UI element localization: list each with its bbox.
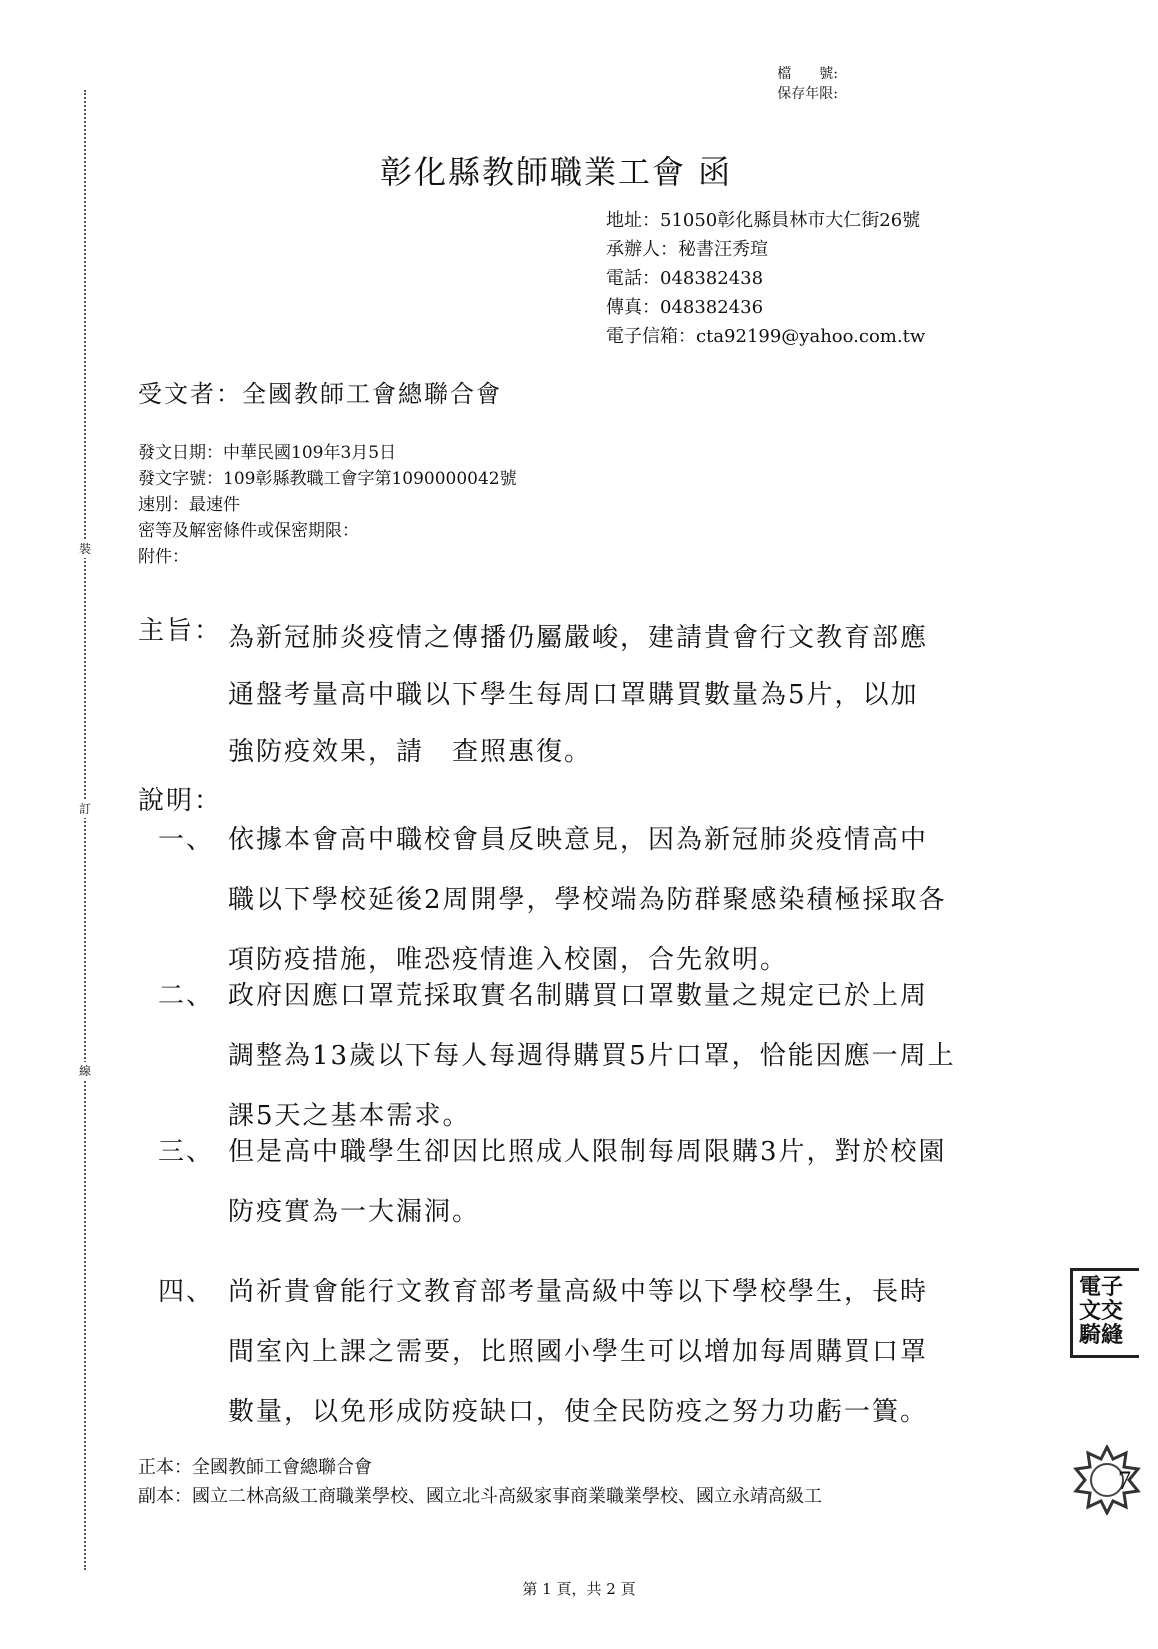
item-line: 項防疫措施，唯恐疫情進入校園，合先敘明。 [228, 945, 789, 975]
item-line: 數量，以免形成防疫缺口，使全民防疫之努力功虧一簣。 [228, 1397, 929, 1427]
document-number: 發文字號：109彰縣教職工會字第1090000042號 [138, 469, 517, 489]
file-number-label: 檔 號: [777, 66, 838, 82]
subject-text [228, 610, 928, 781]
document-meta [138, 440, 517, 570]
item-line: 調整為13歲以下每人每週得購買5片口罩，恰能因應一周上 [228, 1041, 956, 1071]
item-line: 間室內上課之需要，比照國小學生可以增加每周購買口罩 [228, 1337, 929, 1367]
stamp-line: 電子 [1079, 1274, 1124, 1300]
distribution-block [138, 1453, 822, 1511]
speed-level: 速別：最速件 [138, 495, 240, 515]
issue-date: 發文日期：中華民國109年3月5日 [138, 443, 397, 463]
contact-fax: 傳真：048382436 [606, 297, 764, 318]
seal-icon [1072, 1445, 1142, 1515]
item-number: 一、 [158, 825, 215, 855]
subject-label: 主旨： [138, 616, 223, 646]
original-recipient: 正本：全國教師工會總聯合會 [138, 1457, 372, 1478]
attachment: 附件： [138, 547, 189, 567]
copy-recipients: 副本：國立二林高級工商職業學校、國立北斗高級家事商業職業學校、國立永靖高級工 [138, 1486, 822, 1507]
secrecy-level: 密等及解密條件或保密期限： [138, 521, 359, 541]
subject-line: 通盤考量高中職以下學生每周口罩購買數量為5片，以加 [228, 680, 919, 710]
item-number: 三、 [158, 1137, 215, 1167]
item-line: 政府因應口罩荒採取實名制購買口罩數量之規定已於上周 [228, 981, 929, 1011]
binding-mark-ding: 訂 [78, 802, 91, 816]
contact-address: 地址：51050彰化縣員林市大仁街26號 [606, 210, 921, 231]
item-line: 但是高中職學生卻因比照成人限制每周限購3片，對於校園 [228, 1137, 947, 1167]
subject-line: 強防疫效果，請 查照惠復。 [228, 737, 593, 767]
contact-handler: 承辦人：秘書汪秀瑄 [606, 239, 768, 260]
item-number: 四、 [158, 1277, 215, 1307]
stamp-line: 文交 [1079, 1298, 1124, 1324]
contact-phone: 電話：048382438 [606, 268, 764, 289]
archive-info [777, 64, 838, 104]
binding-dotted-line [84, 90, 86, 1570]
electronic-seam-stamp [1070, 1268, 1139, 1358]
binding-mark-zhuang: 裝 [78, 542, 91, 556]
contact-email: 電子信箱：cta92199@yahoo.com.tw [606, 326, 926, 347]
binding-mark-xian: 線 [78, 1064, 91, 1078]
item-line: 尚祈貴會能行文教育部考量高級中等以下學校學生，長時 [228, 1277, 929, 1307]
explanation-label: 說明： [138, 786, 223, 816]
item-line: 防疫實為一大漏洞。 [228, 1197, 481, 1227]
subject-line: 為新冠肺炎疫情之傳播仍屬嚴峻，建請貴會行文教育部應 [228, 623, 929, 653]
item-line: 依據本會高中職校會員反映意見，因為新冠肺炎疫情高中 [228, 825, 929, 855]
contact-block [606, 206, 925, 351]
item-line: 課5天之基本需求。 [228, 1101, 471, 1131]
document-title: 彰化縣教師職業工會 函 [380, 153, 733, 191]
item-line: 職以下學校延後2周開學，學校端為防群聚感染積極採取各 [228, 885, 947, 915]
recipient: 受文者：全國教師工會總聯合會 [138, 380, 502, 408]
page-number: 第 1 頁，共 2 頁 [522, 1580, 636, 1598]
retention-label: 保存年限: [777, 86, 838, 102]
item-number: 二、 [158, 981, 215, 1011]
seal-digit: 7 [1118, 1466, 1131, 1495]
stamp-line: 騎縫 [1079, 1322, 1124, 1348]
